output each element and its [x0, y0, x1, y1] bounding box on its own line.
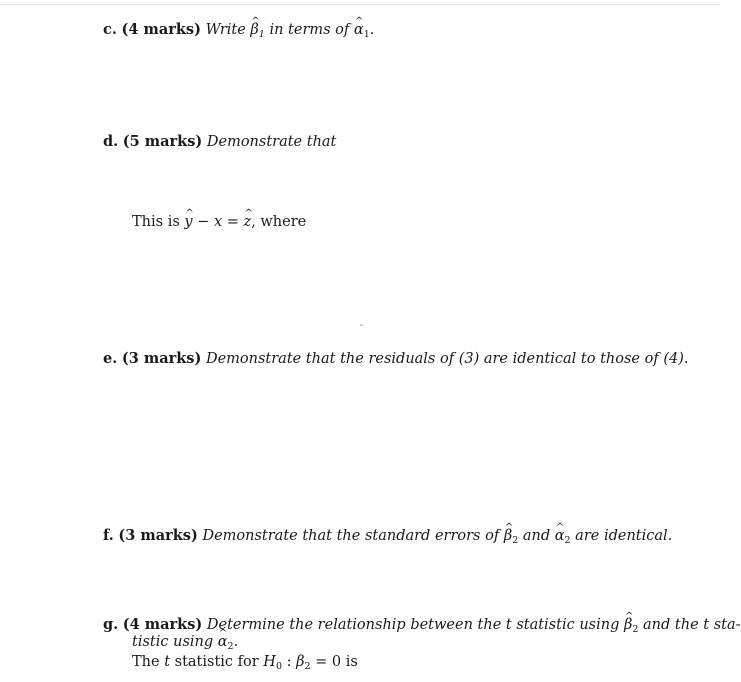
question-f	[103, 527, 672, 545]
question-c-text: Write ^ $\beta_1$ in terms of ^ $\alpha_1$.	[206, 22, 375, 38]
question-d-text: Demonstrate that	[206, 134, 337, 150]
question-e-letter: e.	[103, 350, 118, 367]
question-f-text: Demonstrate that the standard errors of ^ $\beta_2$ and ^ $\alpha_2$ are identical.	[202, 528, 672, 544]
question-f-letter: f.	[103, 527, 114, 544]
question-g	[103, 616, 741, 634]
question-d	[103, 133, 336, 151]
question-g-marks: (4 marks)	[122, 616, 203, 633]
question-e-text: Demonstrate that the residuals of (3) are identical to those of (4).	[205, 351, 689, 367]
question-c	[103, 21, 374, 39]
question-f-marks: (3 marks)	[118, 527, 198, 544]
question-g-text-line1: Determine the relationship between the t statistic using ^ $\beta_2$ and the t sta-	[207, 617, 741, 633]
question-g-tstat-line: The t statistic for $H_0$ : $\beta_2 = 0$ is	[132, 654, 358, 672]
question-d-marks: (5 marks)	[122, 133, 203, 150]
question-e-marks: (3 marks)	[121, 350, 202, 367]
question-g-text-line2: tistic using ^ $\alpha_2$.	[132, 633, 238, 651]
question-d-letter: d.	[103, 133, 119, 150]
stray-mark: ˇ	[359, 325, 364, 335]
question-c-letter: c.	[103, 21, 117, 38]
question-c-marks: (4 marks)	[121, 21, 201, 38]
page-top-border	[0, 4, 720, 5]
question-e	[103, 350, 688, 368]
question-d-note: This is ^ y − x = ^ z, where	[132, 213, 306, 231]
question-g-letter: g.	[103, 616, 119, 633]
